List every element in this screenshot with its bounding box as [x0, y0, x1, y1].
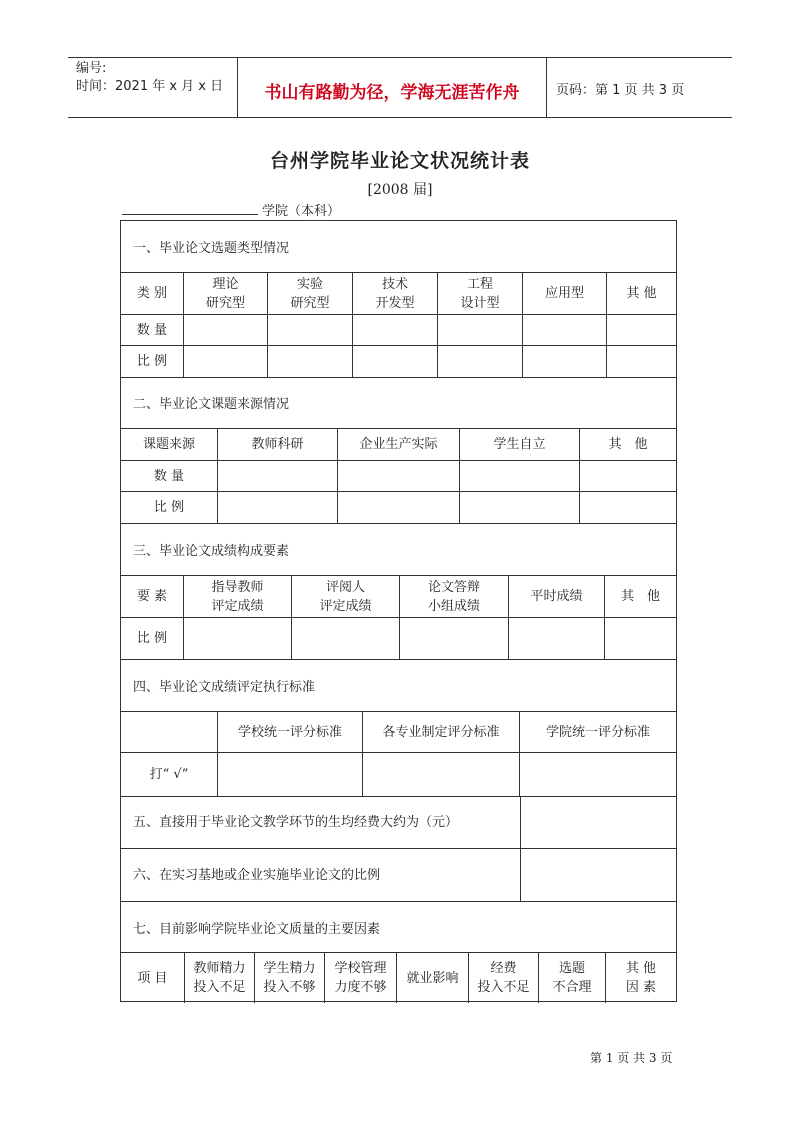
s1-data-row — [121, 346, 676, 377]
s3-data-row — [121, 618, 676, 659]
section-2-table — [121, 429, 676, 524]
doc-number-label: 编号: — [76, 61, 107, 76]
s3-input-cell[interactable] — [509, 618, 605, 659]
section-5-value[interactable] — [521, 796, 676, 848]
s1-header-cell: 其 他 — [626, 286, 657, 301]
s3-header-row — [121, 576, 676, 618]
s1-header-cell: 应用型 — [523, 273, 607, 314]
s1-input-cell[interactable] — [438, 346, 523, 377]
s1-header-cell: 类 别 — [121, 273, 184, 314]
s4-header-row — [121, 712, 676, 753]
header-divider — [546, 57, 547, 118]
college-label: 学院（本科） — [262, 204, 341, 219]
s2-header-cell: 学生自立 — [460, 429, 580, 460]
doc-time-label: 时间：2021 年 x 月 x 日 — [76, 79, 224, 94]
s2-input-cell[interactable] — [580, 492, 676, 523]
s1-input-cell[interactable] — [607, 315, 676, 345]
s2-input-cell[interactable] — [580, 461, 676, 491]
header-top-rule — [68, 57, 732, 58]
s1-input-cell[interactable] — [353, 346, 438, 377]
s1-input-cell[interactable] — [438, 315, 523, 345]
section-5-heading: 五、直接用于毕业论文教学环节的生均经费大约为（元） — [121, 796, 521, 848]
s2-input-cell[interactable] — [218, 492, 338, 523]
header-motto: 书山有路勤为径，学海无涯苦作舟 — [264, 83, 520, 103]
s7-header-cell: 其 他 因 素 — [625, 961, 657, 995]
s1-input-cell[interactable] — [607, 346, 676, 377]
section-3-table — [121, 576, 676, 660]
section-4-heading: 四、毕业论文成绩评定执行标准 — [121, 659, 676, 712]
s2-input-cell[interactable] — [338, 492, 460, 523]
s7-header-cell: 经费 投入不足 — [469, 953, 539, 1003]
s7-header-cell: 项 目 — [121, 953, 185, 1003]
s7-header-cell: 教师精力 投入不足 — [185, 953, 255, 1003]
s2-input-cell[interactable] — [460, 461, 580, 491]
s4-header-cell — [121, 712, 218, 752]
s7-header-cell: 就业影响 — [397, 953, 469, 1003]
s1-row-label: 比 例 — [121, 346, 184, 377]
section-6-value[interactable] — [521, 849, 676, 901]
s2-input-cell[interactable] — [338, 461, 460, 491]
s3-header-cell: 论文答辩 小组成绩 — [400, 576, 509, 617]
s1-input-cell[interactable] — [353, 315, 438, 345]
section-7-heading: 七、目前影响学院毕业论文质量的主要因素 — [121, 902, 676, 953]
s1-input-cell[interactable] — [523, 315, 607, 345]
header-bottom-rule — [68, 117, 732, 118]
s2-input-cell[interactable] — [460, 492, 580, 523]
college-name-blank[interactable] — [122, 214, 258, 215]
section-6-heading: 六、在实习基地或企业实施毕业论文的比例 — [121, 849, 521, 901]
s1-data-row — [121, 315, 676, 346]
s2-header-cell: 企业生产实际 — [338, 429, 460, 460]
section-7-table — [121, 953, 676, 1003]
s4-input-cell[interactable] — [218, 753, 363, 796]
s3-header-cell: 评阅人 评定成绩 — [292, 576, 400, 617]
s1-header-cell: 工程 设计型 — [438, 273, 523, 314]
s7-header-cell: 选题 不合理 — [539, 953, 606, 1003]
header-page-number: 页码：第 1 页 共 3 页 — [556, 83, 685, 98]
s1-input-cell[interactable] — [268, 346, 353, 377]
s2-data-row — [121, 461, 676, 492]
s7-header-cell: 学校管理 力度不够 — [325, 953, 397, 1003]
s4-input-cell[interactable] — [520, 753, 676, 796]
s2-row-label: 比 例 — [121, 492, 218, 523]
s4-data-row — [121, 753, 676, 796]
s3-header-cell: 指导教师 评定成绩 — [184, 576, 292, 617]
s4-row-label: 打“ √” — [121, 753, 218, 796]
section-1-table — [121, 273, 676, 378]
s4-header-cell: 各专业制定评分标准 — [363, 712, 520, 752]
section-4-table — [121, 712, 676, 797]
s3-input-cell[interactable] — [184, 618, 292, 659]
section-5-row — [121, 796, 676, 849]
s3-header-cell: 要 素 — [121, 576, 184, 617]
s1-header-row — [121, 273, 676, 315]
document-year: [2008 届] — [367, 182, 433, 198]
section-3-heading: 三、毕业论文成绩构成要素 — [121, 523, 676, 576]
s7-header-cell: 学生精力 投入不够 — [255, 953, 325, 1003]
s1-input-cell[interactable] — [523, 346, 607, 377]
s1-row-label: 数 量 — [121, 315, 184, 345]
s3-header-cell: 其 他 — [620, 589, 660, 604]
header-meta — [76, 60, 223, 96]
footer-page-number: 第 1 页 共 3 页 — [590, 1051, 673, 1065]
s1-header-cell: 实验 研究型 — [268, 273, 353, 314]
s1-input-cell[interactable] — [184, 346, 268, 377]
s4-input-cell[interactable] — [363, 753, 520, 796]
s2-header-cell: 课题来源 — [121, 429, 218, 460]
section-1-heading: 一、毕业论文选题类型情况 — [121, 221, 676, 273]
s2-header-cell: 教师科研 — [218, 429, 338, 460]
section-2-heading: 二、毕业论文课题来源情况 — [121, 377, 676, 429]
statistics-form — [120, 220, 677, 1002]
s3-header-cell: 平时成绩 — [509, 576, 605, 617]
s2-header-row — [121, 429, 676, 461]
section-6-row — [121, 849, 676, 902]
s1-input-cell[interactable] — [268, 315, 353, 345]
s4-header-cell: 学院统一评分标准 — [545, 724, 650, 740]
s2-input-cell[interactable] — [218, 461, 338, 491]
s3-input-cell[interactable] — [292, 618, 400, 659]
document-title: 台州学院毕业论文状况统计表 — [269, 150, 530, 172]
s3-input-cell[interactable] — [605, 618, 676, 659]
s4-header-cell: 学校统一评分标准 — [218, 712, 363, 752]
s2-row-label: 数 量 — [121, 461, 218, 491]
s2-header-cell: 其 他 — [608, 437, 648, 452]
s2-data-row — [121, 492, 676, 523]
s1-header-cell: 技术 开发型 — [353, 273, 438, 314]
s7-header-row — [121, 953, 676, 1003]
s3-row-label: 比 例 — [121, 618, 184, 659]
s3-input-cell[interactable] — [400, 618, 509, 659]
s1-header-cell: 理论 研究型 — [184, 273, 268, 314]
s1-input-cell[interactable] — [184, 315, 268, 345]
